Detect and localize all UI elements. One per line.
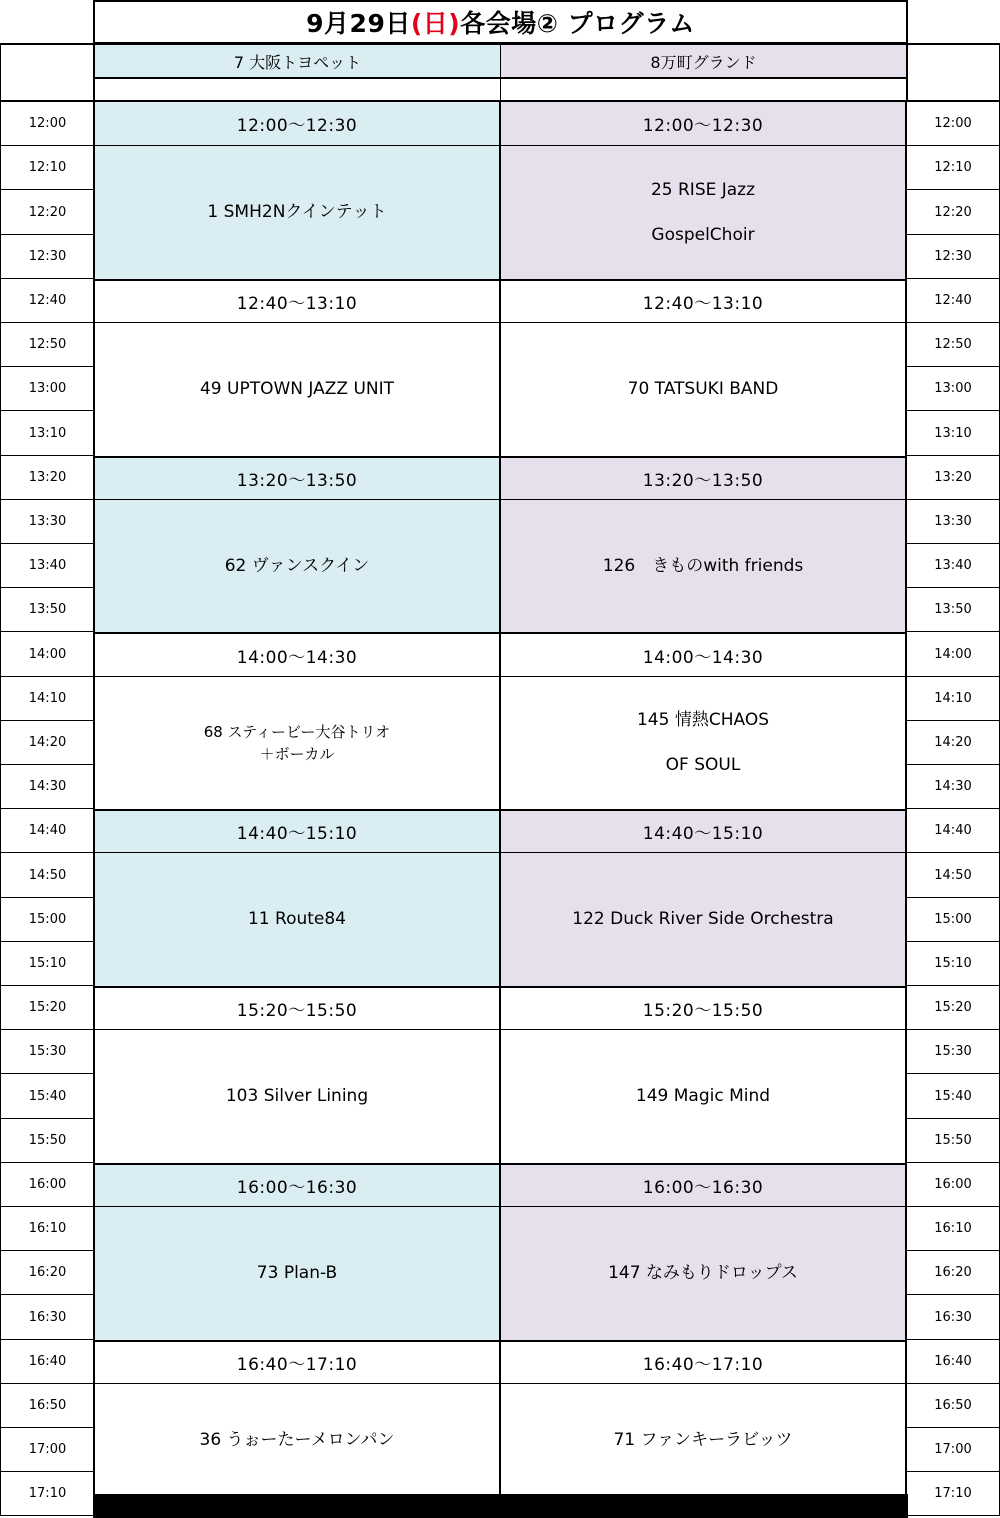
performer-cell <box>500 1207 907 1340</box>
title-weekday: (日) <box>410 9 461 38</box>
time-label-left: 13:40 <box>0 544 94 588</box>
performer-cell <box>93 500 500 632</box>
time-slot: 12:40〜13:10 <box>93 279 500 323</box>
time-slot: 15:20〜15:50 <box>500 986 907 1030</box>
performer-cell <box>93 1384 500 1496</box>
time-label-left: 17:10 <box>0 1472 94 1516</box>
time-slot: 15:20〜15:50 <box>93 986 500 1030</box>
performer-name: OF SOUL <box>665 755 741 775</box>
time-label-left: 16:10 <box>0 1207 94 1251</box>
performer-name: 62 ヴァンスクイン <box>224 555 370 576</box>
title-text: 各会場② プログラム <box>460 9 695 38</box>
time-label-left: 12:00 <box>0 102 94 146</box>
time-label-right: 16:40 <box>907 1340 1000 1384</box>
time-slot: 16:00〜16:30 <box>93 1163 500 1207</box>
time-label-right: 13:40 <box>907 544 1000 588</box>
time-label-left: 12:50 <box>0 323 94 367</box>
performer-name: 11 Route84 <box>247 909 346 929</box>
time-slot: 12:40〜13:10 <box>500 279 907 323</box>
time-label-right: 12:10 <box>907 146 1000 190</box>
blank-row-1 <box>93 78 501 102</box>
time-label-left: 13:30 <box>0 500 94 544</box>
performer-cell <box>93 323 500 456</box>
time-label-right: 14:00 <box>907 632 1000 677</box>
performer-name: 73 Plan-B <box>256 1263 338 1283</box>
performer-name: 25 RISE Jazz <box>650 179 756 200</box>
right-time-header <box>907 43 1000 102</box>
performer-cell <box>93 677 500 809</box>
left-time-header <box>0 43 94 102</box>
time-slot: 14:40〜15:10 <box>93 809 500 853</box>
time-label-right: 16:20 <box>907 1251 1000 1295</box>
time-label-right: 12:50 <box>907 323 1000 367</box>
time-label-right: 15:10 <box>907 942 1000 986</box>
time-slot: 12:00〜12:30 <box>93 102 500 146</box>
performer-cell <box>500 500 907 632</box>
performer-cell <box>500 853 907 986</box>
performer-cell <box>500 677 907 809</box>
time-label-left: 16:50 <box>0 1384 94 1428</box>
time-label-left: 14:30 <box>0 765 94 809</box>
performer-cell <box>93 146 500 279</box>
time-label-left: 14:50 <box>0 853 94 898</box>
time-label-right: 15:00 <box>907 898 1000 942</box>
time-slot: 14:00〜14:30 <box>93 632 500 677</box>
time-label-left: 16:30 <box>0 1295 94 1340</box>
time-label-right: 17:10 <box>907 1472 1000 1516</box>
time-label-left: 15:30 <box>0 1030 94 1074</box>
time-label-right: 15:40 <box>907 1074 1000 1119</box>
time-label-left: 16:40 <box>0 1340 94 1384</box>
title-date: 9月29日 <box>306 9 411 38</box>
time-label-right: 15:50 <box>907 1119 1000 1163</box>
time-label-left: 15:20 <box>0 986 94 1030</box>
time-slot: 16:40〜17:10 <box>500 1340 907 1384</box>
time-label-left: 13:00 <box>0 367 94 411</box>
time-slot: 13:20〜13:50 <box>500 456 907 500</box>
performer-name: 103 Silver Lining <box>225 1086 369 1106</box>
performer-name: 126 きものwith friends <box>602 555 804 576</box>
time-label-right: 12:20 <box>907 190 1000 235</box>
time-label-right: 14:10 <box>907 677 1000 721</box>
time-label-right: 14:40 <box>907 809 1000 853</box>
performer-name: 145 情熱CHAOS <box>636 710 769 730</box>
time-label-left: 14:10 <box>0 677 94 721</box>
time-label-left: 17:00 <box>0 1428 94 1472</box>
time-label-left: 14:00 <box>0 632 94 677</box>
time-label-left: 15:00 <box>0 898 94 942</box>
time-label-left: 12:30 <box>0 235 94 279</box>
time-label-right: 15:30 <box>907 1030 1000 1074</box>
performer-cell <box>500 1384 907 1496</box>
performer-cell <box>93 1207 500 1340</box>
performer-cell <box>500 1030 907 1163</box>
performer-name: 68 スティービー大谷トリオ <box>203 723 391 741</box>
time-label-right: 16:50 <box>907 1384 1000 1428</box>
time-label-right: 12:40 <box>907 279 1000 323</box>
time-label-right: 12:30 <box>907 235 1000 279</box>
time-label-left: 15:50 <box>0 1119 94 1163</box>
performer-cell <box>93 853 500 986</box>
time-label-left: 15:10 <box>0 942 94 986</box>
time-label-left: 12:40 <box>0 279 94 323</box>
performer-name: GospelChoir <box>651 224 755 245</box>
time-slot: 14:40〜15:10 <box>500 809 907 853</box>
time-slot: 16:00〜16:30 <box>500 1163 907 1207</box>
time-label-left: 14:20 <box>0 721 94 765</box>
performer-cell <box>500 146 907 279</box>
time-label-right: 14:30 <box>907 765 1000 809</box>
time-label-right: 13:00 <box>907 367 1000 411</box>
time-label-right: 14:50 <box>907 853 1000 898</box>
time-label-left: 12:10 <box>0 146 94 190</box>
time-label-right: 13:20 <box>907 456 1000 500</box>
performer-name: 71 ファンキーラビッツ <box>613 1429 793 1450</box>
time-label-left: 13:20 <box>0 456 94 500</box>
time-slot: 12:00〜12:30 <box>500 102 907 146</box>
performer-name: 122 Duck River Side Orchestra <box>572 909 834 929</box>
performer-cell <box>93 1030 500 1163</box>
time-label-right: 15:20 <box>907 986 1000 1030</box>
time-label-right: 17:00 <box>907 1428 1000 1472</box>
performer-name: 70 TATSUKI BAND <box>627 379 779 399</box>
venue-header-1: 7 大阪トヨペット <box>93 43 501 79</box>
time-label-right: 14:20 <box>907 721 1000 765</box>
performer-name: 1 SMH2Nクインテット <box>207 202 387 222</box>
venue-header-2: 8万町グランド <box>500 43 908 79</box>
time-label-right: 16:30 <box>907 1295 1000 1340</box>
performer-name: 147 なみもりドロップス <box>608 1263 798 1283</box>
time-label-right: 13:30 <box>907 500 1000 544</box>
time-label-right: 13:10 <box>907 411 1000 456</box>
blank-row-2 <box>500 78 908 102</box>
time-label-right: 16:00 <box>907 1163 1000 1207</box>
performer-name: 149 Magic Mind <box>635 1086 771 1106</box>
time-label-left: 12:20 <box>0 190 94 235</box>
time-slot: 13:20〜13:50 <box>93 456 500 500</box>
time-slot: 14:00〜14:30 <box>500 632 907 677</box>
time-label-right: 13:50 <box>907 588 1000 632</box>
performer-name: 49 UPTOWN JAZZ UNIT <box>199 379 395 399</box>
time-label-right: 12:00 <box>907 102 1000 146</box>
time-label-left: 13:10 <box>0 411 94 456</box>
time-label-left: 13:50 <box>0 588 94 632</box>
time-label-left: 16:00 <box>0 1163 94 1207</box>
bottom-bar <box>93 1494 908 1518</box>
time-label-left: 15:40 <box>0 1074 94 1119</box>
performer-cell <box>500 323 907 456</box>
time-slot: 16:40〜17:10 <box>93 1340 500 1384</box>
time-label-right: 16:10 <box>907 1207 1000 1251</box>
page-title <box>93 0 908 44</box>
performer-name: 36 うぉーたーメロンパン <box>199 1429 395 1450</box>
time-label-left: 16:20 <box>0 1251 94 1295</box>
performer-name: ＋ボーカル <box>259 745 335 763</box>
time-label-left: 14:40 <box>0 809 94 853</box>
